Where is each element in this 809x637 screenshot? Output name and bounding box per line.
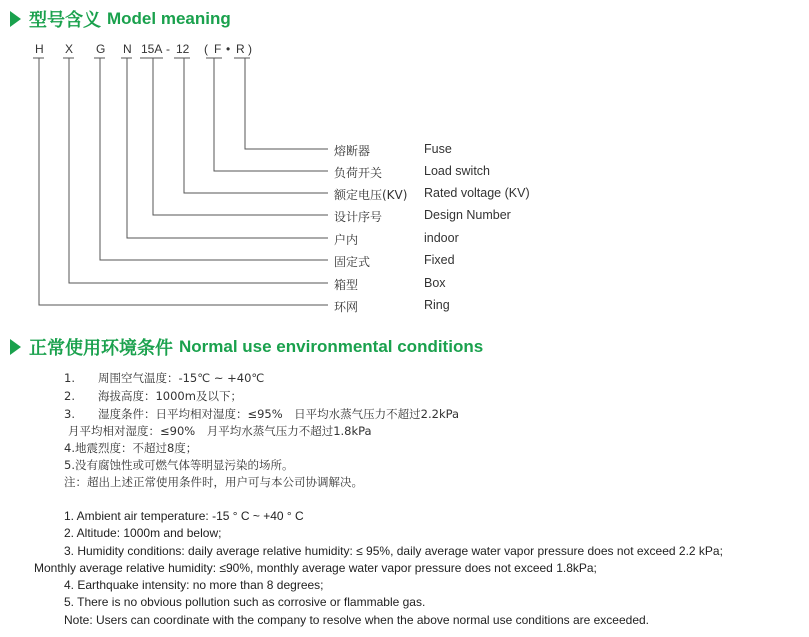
condition-cn-3b: 月平均相对湿度：≤90% 月平均水蒸气压力不超过1.8kPa xyxy=(68,424,372,438)
meaning-cn: 熔断器 xyxy=(334,144,371,158)
model-meaning-title-cn: 型号含义 xyxy=(29,10,101,31)
meaning-en: Ring xyxy=(424,298,450,312)
condition-cn-2: 2. 海拔高度：1000m及以下； xyxy=(64,389,242,403)
code-char-dot: • xyxy=(226,42,231,56)
condition-cn-1: 1. 周围空气温度：-15℃ ~ +40℃ xyxy=(64,371,265,385)
connector-load-switch xyxy=(214,58,328,171)
code-char-f: F xyxy=(214,42,222,56)
condition-en-note: Note: Users can coordinate with the company to resolve when the above normal use conditions are exceeded. xyxy=(64,613,649,627)
meaning-cn: 环网 xyxy=(334,300,359,314)
meaning-en: Load switch xyxy=(424,164,491,178)
condition-en-2: 2. Altitude: 1000m and below; xyxy=(64,526,222,540)
condition-en-3b: Monthly average relative humidity: ≤90%, monthly average water vapor pressure does not exceed 1.8kPa; xyxy=(34,561,597,575)
meaning-cn: 负荷开关 xyxy=(334,166,383,180)
connector-design-number xyxy=(153,58,328,215)
condition-en-5: 5. There is no obvious pollution such as corrosive or flammable gas. xyxy=(64,595,426,609)
connector-fuse xyxy=(245,58,328,149)
condition-en-1: 1. Ambient air temperature: -15 ° C ~ +40 ° C xyxy=(64,509,304,523)
code-char-12: 12 xyxy=(176,42,190,56)
meaning-cn: 箱型 xyxy=(334,278,359,292)
code-char-dash: - xyxy=(166,42,170,56)
condition-cn-5: 5.没有腐蚀性或可燃气体等明显污染的场所。 xyxy=(64,458,294,472)
code-char-x: X xyxy=(65,42,74,56)
code-char-n: N xyxy=(123,42,132,56)
condition-cn-4: 4.地震烈度：不超过8度； xyxy=(64,441,198,455)
model-meaning-title-en: Model meaning xyxy=(107,9,231,28)
meaning-cn: 户内 xyxy=(334,233,359,247)
code-char-close-paren: ) xyxy=(248,42,252,56)
meaning-en: indoor xyxy=(424,231,459,245)
connector-rated-voltage xyxy=(184,58,328,193)
condition-en-3: 3. Humidity conditions: daily average relative humidity: ≤ 95%, daily average water vapor pressure does not exceed 2.2 kPa; xyxy=(64,544,723,558)
meaning-en: Design Number xyxy=(424,208,511,222)
code-char-r: R xyxy=(236,42,245,56)
meaning-cn: 固定式 xyxy=(334,255,371,269)
triangle-bullet-icon xyxy=(10,339,21,355)
condition-cn-note: 注：超出上述正常使用条件时，用户可与本公司协调解决。 xyxy=(64,475,363,489)
meaning-en: Fuse xyxy=(424,142,452,156)
conditions-title-en: Normal use environmental conditions xyxy=(179,337,484,356)
meaning-en: Box xyxy=(424,276,446,290)
conditions-heading xyxy=(10,334,483,360)
condition-cn-3: 3. 湿度条件：日平均相对湿度：≤95% 日平均水蒸气压力不超过2.2kPa xyxy=(64,407,460,421)
meaning-en: Rated voltage (KV) xyxy=(424,186,530,200)
conditions-title-cn: 正常使用环境条件 xyxy=(29,338,173,359)
code-char-g: G xyxy=(96,42,106,56)
condition-en-4: 4. Earthquake intensity: no more than 8 degrees; xyxy=(64,578,324,592)
meaning-cn: 额定电压(KV) xyxy=(334,188,408,202)
meaning-en: Fixed xyxy=(424,253,455,267)
code-char-h: H xyxy=(35,42,44,56)
code-char-open-paren: ( xyxy=(204,42,208,56)
code-char-15a: 15A xyxy=(141,42,163,56)
connector-indoor xyxy=(127,58,328,238)
meaning-cn: 设计序号 xyxy=(334,210,383,224)
